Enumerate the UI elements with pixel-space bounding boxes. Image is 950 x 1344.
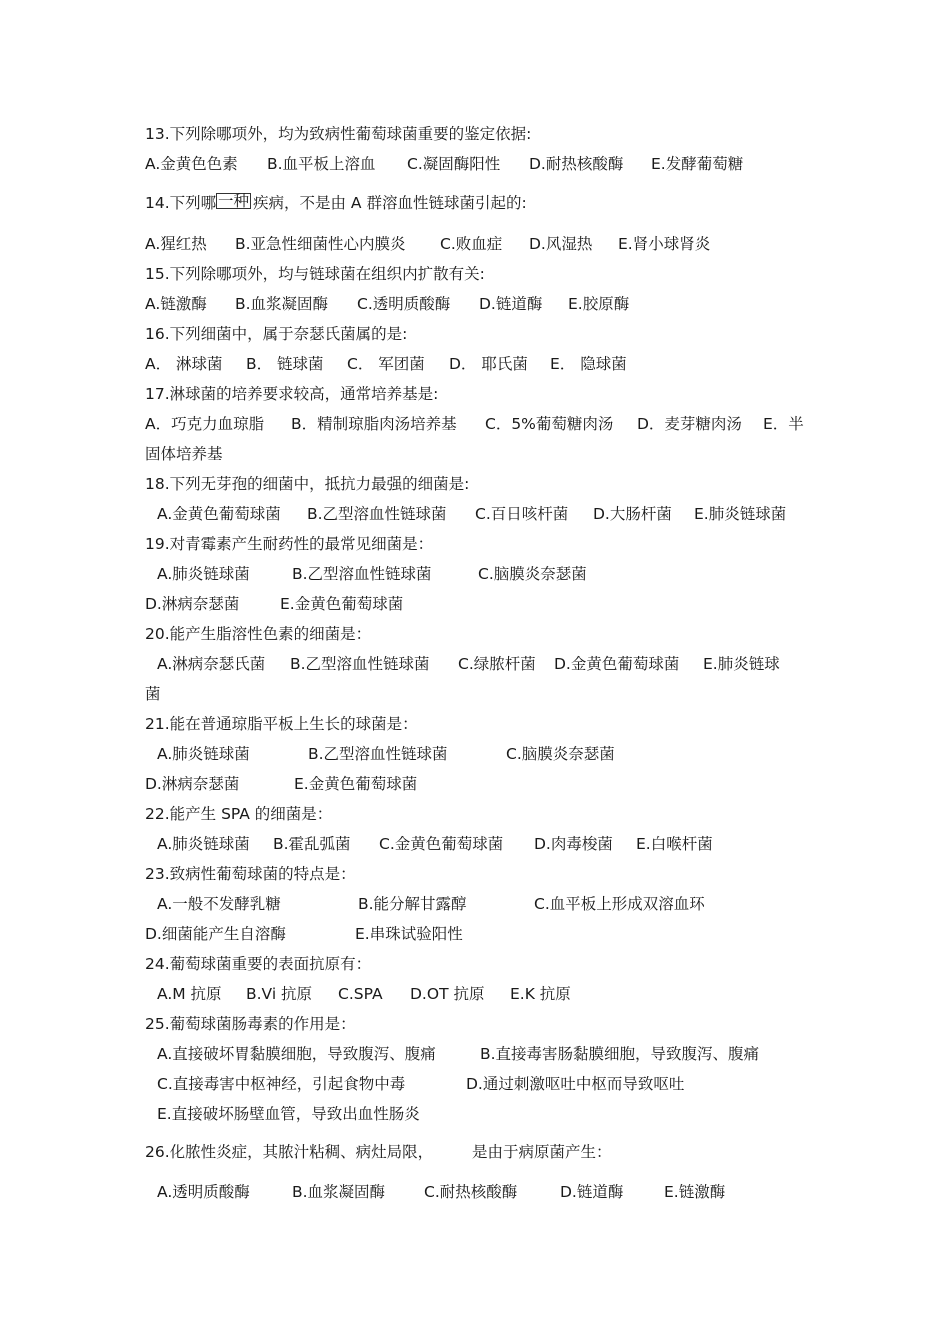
option-e: E.K 抗原: [510, 985, 571, 1003]
option-d: D.链道酶: [479, 295, 543, 313]
document-page: 13.下列除哪项外，均为致病性葡萄球菌重要的鉴定依据: A.金黄色色素 B.血平板上溶血 C.凝固酶阳性 D.耐热核酸酶 E.发酵葡萄糖 14.下列哪 一种 疾病，不是由 A 群溶血性链球菌引起的: A.猩红热 B.亚急性细菌性心内膜炎 C.败血症 D.风湿热 E.肾小球肾炎 15.下列除哪项外，均与链球菌在组织内扩散有关: A.链激酶 B.血浆凝固酶 C.透明质酸酶 D.链道酶 E.胶原酶 16.下列细菌中，属于奈瑟氏菌属的是: A． 淋球菌 B． 链球菌 C． 军团菌 D． 耶氏菌 E． 隐球菌 17.淋球菌的培养要求较高，通常培养基是: A．巧克力血琼脂 B．精制琼脂肉汤培养基 C．5%葡萄糖肉汤 D．麦芽糖肉汤 E．半 固体培养基 18.下列无芽孢的细菌中，抵抗力最强的细菌是: A.金黄色葡萄球菌 B.乙型溶血性链球菌 C.百日咳杆菌 D.大肠杆菌 E.肺炎链球菌 19.对青霉素产生耐药性的最常见细菌是： A.肺炎链球菌 B.乙型溶血性链球菌 C.脑膜炎奈瑟菌 D.淋病奈瑟菌 E.金黄色葡萄球菌 20.能产生脂溶性色素的细菌是： A.淋病奈瑟氏菌 B.乙型溶血性链球菌 C.绿脓杆菌 D.金黄色葡萄球菌 E.肺炎链球 菌 21.能在普通琼脂平板上生长的球菌是： A.肺炎链球菌 B.乙型溶血性链球菌 C.脑膜炎奈瑟菌 D.淋病奈瑟菌 E.金黄色葡萄球菌 22.能产生 SPA 的细菌是： A.肺炎链球菌 B.霍乱弧菌 C.金黄色葡萄球菌 D.肉毒梭菌 E.白喉杆菌 23.致病性葡萄球菌的特点是： A.一般不发酵乳糖 B.能分解甘露醇 C.血平板上形成双溶血环 D.细菌能产生自溶酶 E.串珠试验阳性 24.葡萄球菌重要的表面抗原有： A.M 抗原 B.Vi 抗原 C.SPA D.OT 抗原 E.K 抗原 25.葡萄球菌肠毒素的作用是： A.直接破坏胃黏膜细胞，导致腹泻、腹痛 B.直接毒害肠黏膜细胞，导致腹泻、腹痛 C.直接毒害中枢神经，引起食物中毒 D.通过刺激呕吐中枢而导致呕吐 E.直接破坏肠壁血管，导致出血性肠炎 26.化脓性炎症，其脓汁粘稠、病灶局限， 是由于病原菌产生： A.透明质酸酶 B.血浆凝固酶 C.耐热核酸酶 D.链道酶 E.链激酶: [145, 125, 804, 1201]
option-b: B.亚急性细菌性心内膜炎: [235, 235, 406, 253]
option-a: A.链激酶: [145, 295, 207, 313]
option-d: D.大肠杆菌: [593, 505, 672, 523]
option-d: D.淋病奈瑟菌: [145, 595, 240, 613]
option-b: B.血浆凝固酶: [292, 1183, 386, 1201]
option-b: B.Vi 抗原: [246, 985, 313, 1003]
option-b: B.血浆凝固酶: [235, 295, 329, 313]
option-e: E.金黄色葡萄球菌: [280, 595, 404, 613]
option-b: B.乙型溶血性链球菌: [307, 505, 447, 523]
option-c: C.SPA: [338, 985, 383, 1003]
option-e: E.肾小球肾炎: [618, 235, 711, 253]
option-c: C.透明质酸酶: [357, 295, 451, 313]
option-e: E.直接破坏肠壁血管，导致出血性肠炎: [157, 1105, 420, 1123]
option-d: D.OT 抗原: [410, 985, 485, 1003]
option-c: C． 军团菌: [347, 355, 425, 373]
option-c: C.败血症: [440, 235, 503, 253]
option-a: A.透明质酸酶: [157, 1183, 250, 1201]
option-d: D.金黄色葡萄球菌: [554, 655, 680, 673]
option-c: C.血平板上形成双溶血环: [534, 895, 705, 913]
option-c: C.耐热核酸酶: [424, 1183, 518, 1201]
option-c: C.凝固酶阳性: [407, 155, 501, 173]
option-d: D．麦芽糖肉汤: [637, 415, 742, 433]
option-a: A.猩红热: [145, 235, 207, 253]
option-b: B.血平板上溶血: [267, 155, 376, 173]
option-e: E.胶原酶: [568, 295, 630, 313]
option-b: B． 链球菌: [246, 355, 324, 373]
option-e: E.金黄色葡萄球菌: [294, 775, 418, 793]
option-d: D． 耶氏菌: [449, 355, 528, 373]
boxed-word: 一种: [218, 192, 250, 210]
option-b: B.能分解甘露醇: [358, 895, 467, 913]
option-d: D.链道酶: [560, 1183, 624, 1201]
option-a: A.一般不发酵乳糖: [157, 895, 281, 913]
option-d: D.通过刺激呕吐中枢而导致呕吐: [466, 1075, 685, 1093]
option-a: A.肺炎链球菌: [157, 565, 250, 583]
option-c: C.百日咳杆菌: [475, 505, 569, 523]
option-d: D.细菌能产生自溶酶: [145, 925, 286, 943]
option-e: E.链激酶: [664, 1183, 726, 1201]
option-c: C.金黄色葡萄球菌: [379, 835, 504, 853]
option-a: A.金黄色葡萄球菌: [157, 505, 281, 523]
option-c: C.直接毒害中枢神经，引起食物中毒: [157, 1075, 406, 1093]
option-e: E.串珠试验阳性: [355, 925, 463, 943]
option-e: E． 隐球菌: [550, 355, 627, 373]
option-e: E.肺炎链球: [703, 655, 780, 673]
option-d: D.风湿热: [529, 235, 593, 253]
option-a: A．巧克力血琼脂: [145, 415, 265, 433]
option-b: B.直接毒害肠黏膜细胞，导致腹泻、腹痛: [480, 1045, 760, 1063]
option-b: B.霍乱弧菌: [273, 835, 351, 853]
option-c: C.脑膜炎奈瑟菌: [506, 745, 615, 763]
option-e: E．半: [763, 415, 804, 433]
option-e: E.白喉杆菌: [636, 835, 713, 853]
option-a: A.肺炎链球菌: [157, 835, 250, 853]
option-a: A.M 抗原: [157, 985, 222, 1003]
option-d: D.淋病奈瑟菌: [145, 775, 240, 793]
option-a: A.直接破坏胃黏膜细胞，导致腹泻、腹痛: [157, 1045, 436, 1063]
option-a: A.肺炎链球菌: [157, 745, 250, 763]
option-d: D.肉毒梭菌: [534, 835, 613, 853]
option-b: B.乙型溶血性链球菌: [308, 745, 448, 763]
option-d: D.耐热核酸酶: [529, 155, 624, 173]
option-c: C.脑膜炎奈瑟菌: [478, 565, 587, 583]
option-e: E.肺炎链球菌: [694, 505, 787, 523]
option-b: B.乙型溶血性链球菌: [292, 565, 432, 583]
option-b: B.乙型溶血性链球菌: [290, 655, 430, 673]
option-a: A.金黄色色素: [145, 155, 238, 173]
option-c: C.绿脓杆菌: [458, 655, 536, 673]
option-a: A.淋病奈瑟氏菌: [157, 655, 266, 673]
option-b: B．精制琼脂肉汤培养基: [291, 415, 457, 433]
option-e: E.发酵葡萄糖: [651, 155, 744, 173]
option-c: C．5%葡萄糖肉汤: [485, 415, 614, 433]
option-a: A． 淋球菌: [145, 355, 223, 373]
